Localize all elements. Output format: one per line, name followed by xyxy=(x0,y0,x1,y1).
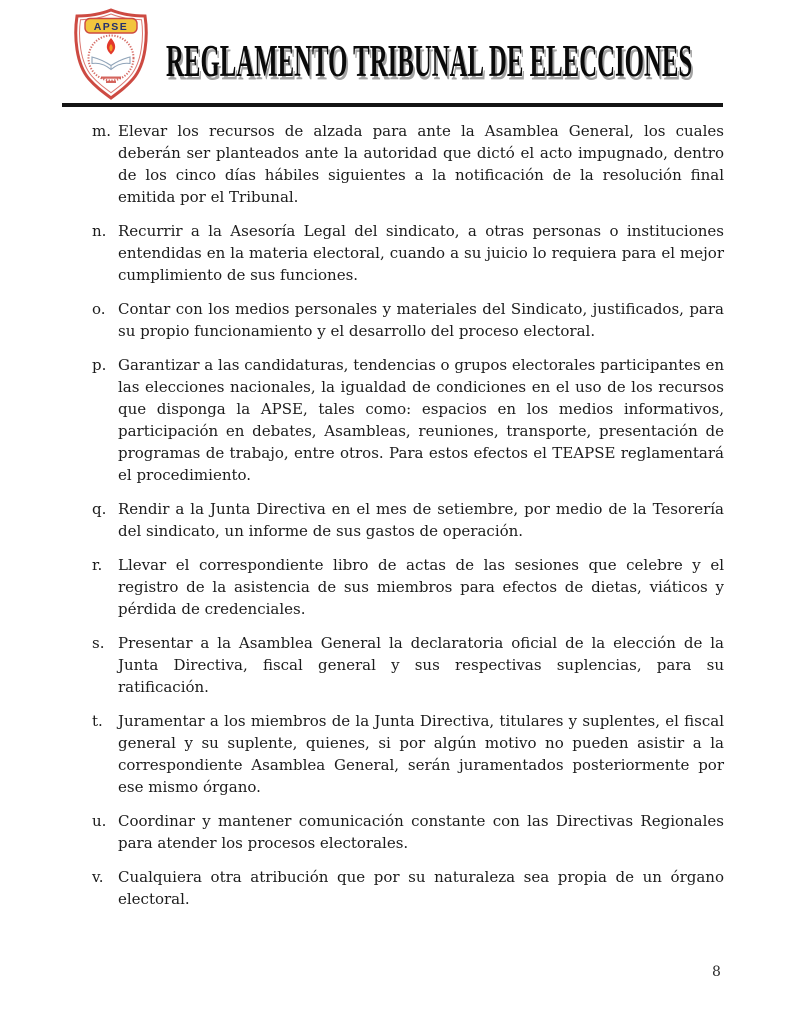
attribution-list xyxy=(92,120,724,922)
list-item-s xyxy=(92,632,724,698)
item-text: Juramentar a los miembros de la Junta Directiva, titulares y suplentes, el fiscal general y su suplente, quienes, si por algún motivo no pueden asistir a la correspondiente Asamblea General, serán juramentados posteriormente por ese mismo órgano. xyxy=(118,712,724,796)
page-number: 8 xyxy=(712,964,721,980)
item-label: v. xyxy=(92,868,104,886)
item-text: Rendir a la Junta Directiva en el mes de setiembre, por medio de la Tesorería del sindicato, un informe de sus gastos de operación. xyxy=(118,500,724,540)
logo-caption-mark-1 xyxy=(101,77,121,79)
list-item-q xyxy=(92,498,724,542)
list-item-v xyxy=(92,866,724,910)
item-text: Garantizar a las candidaturas, tendencias o grupos electorales participantes en las elecciones nacionales, la igualdad de condiciones en el uso de los recursos que disponga la APSE, tales como: espacios en los medios informativos, participación en debates, Asambleas, reuniones, transporte, presentación de programas de trabajo, entre otros. Para estos efectos el TEAPSE reglamentará el procedimiento. xyxy=(118,356,724,484)
list-item-t xyxy=(92,710,724,798)
list-item-n xyxy=(92,220,724,286)
item-label: n. xyxy=(92,222,107,240)
item-label: p. xyxy=(92,356,107,374)
list-item-o xyxy=(92,298,724,342)
item-text: Elevar los recursos de alzada para ante la Asamblea General, los cuales deberán ser planteados ante la autoridad que dictó el acto impugnado, dentro de los cinco días hábiles siguientes a la notificación de la resolución final emitida por el Tribunal. xyxy=(118,122,724,206)
page-title: REGLAMENTO TRIBUNAL DE ELECCIONES xyxy=(166,34,693,87)
item-label: q. xyxy=(92,500,107,518)
item-label: t. xyxy=(92,712,103,730)
item-label: r. xyxy=(92,556,103,574)
list-item-r xyxy=(92,554,724,620)
item-text: Cualquiera otra atribución que por su naturaleza sea propia de un órgano electoral. xyxy=(118,868,724,908)
item-text: Presentar a la Asamblea General la declaratoria oficial de la elección de la Junta Directiva, fiscal general y sus respectivas suplencias, para su ratificación. xyxy=(118,634,724,696)
item-text: Recurrir a la Asesoría Legal del sindicato, a otras personas o instituciones entendidas en la materia electoral, cuando a su juicio lo requiera para el mejor cumplimiento de sus funciones. xyxy=(118,222,724,284)
list-item-p xyxy=(92,354,724,486)
item-text: Coordinar y mantener comunicación constante con las Directivas Regionales para atender los procesos electorales. xyxy=(118,812,724,852)
logo-caption-mark-2 xyxy=(106,81,116,83)
item-label: m. xyxy=(92,122,111,140)
item-text: Llevar el correspondiente libro de actas de las sesiones que celebre y el registro de la asistencia de sus miembros para efectos de dietas, viáticos y pérdida de credenciales. xyxy=(118,556,724,618)
apse-logo-icon xyxy=(68,7,154,102)
list-item-m xyxy=(92,120,724,208)
item-label: u. xyxy=(92,812,107,830)
item-label: s. xyxy=(92,634,105,652)
list-item-u xyxy=(92,810,724,854)
item-text: Contar con los medios personales y materiales del Sindicato, justificados, para su propio funcionamiento y el desarrollo del proceso electoral. xyxy=(118,300,724,340)
header-divider xyxy=(62,103,723,107)
logo-banner-text: APSE xyxy=(93,20,129,33)
item-label: o. xyxy=(92,300,106,318)
